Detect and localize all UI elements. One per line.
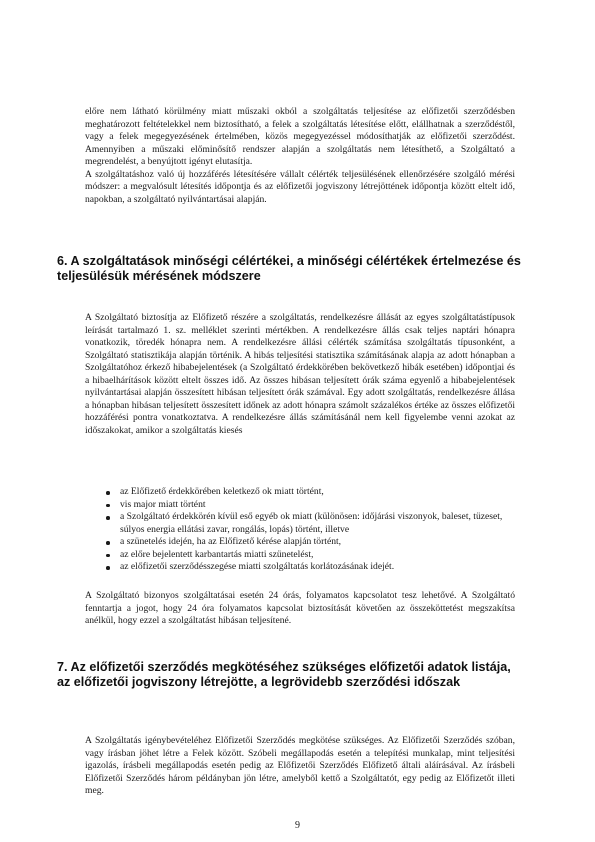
intro-paragraph-1: előre nem látható körülmény miatt műszaki okból a szolgáltatás teljesítése az előfizetői szerződésben meghatározott feltételekkel nem biztosítható, a felek a szolgáltatás létesítése előtt, elállhatnak a szerződéstől, vagy a felek megegyezésének értelmében, közös megegyezéssel módosíthatják az előfizetői szerződést. Amennyiben a műszaki előminősítő rendszer alapján a szolgáltatás nem létesíthető, a Szolgáltató a megrendelést, a benyújtott igényt elutasítja.: [85, 106, 515, 167]
list-item: az Előfizető érdekkörében keletkező ok miatt történt,: [106, 486, 516, 499]
list-item: az előre bejelentett karbantartás miatti szünetelést,: [106, 549, 516, 562]
section-6-paragraph-2: A Szolgáltató bizonyos szolgáltatásai esetén 24 órás, folyamatos kapcsolatot tesz lehetővé. A Szolgáltató fenntartja a jogot, hogy 24 óra folyamatos kapcsolat biztosítását követően az összeköttetést megszakítsa anélkül, hogy ezzel a szolgáltatást hibásan teljesítené.: [85, 590, 515, 626]
list-item: az előfizetői szerződésszegése miatti szolgáltatás korlátozásának idejét.: [106, 561, 516, 574]
section-7-paragraph-1: A Szolgáltatás igénybevételéhez Előfizetői Szerződés megkötése szükséges. Az Előfizetői Szerződés szóban, vagy írásban jöhet létre a Felek között. Szóbeli megállapodás esetén a telepítési munkalap, mint teljesítési igazolás, írásbeli megállapodás esetén pedig az Előfizetői Szerződés Előfizető általi aláírásával. Az írásbeli Előfizetői Szerződés három példányban jön létre, amelyből kettő a Szolgáltatót, egy pedig az Előfizetőt illeti meg.: [85, 735, 515, 796]
section-6-paragraph-1: A Szolgáltató biztosítja az Előfizető részére a szolgáltatás, rendelkezésre állását az egyes szolgáltatástípusok leírását tartalmazó 1. sz. melléklet szerinti mértékben. A rendelkezésre állás csak teljes naptári hónapra vonatkozik, töredék hónapra nem. A rendelkezésre állási célérték számítása szolgáltatás típusonként, a Szolgáltató statisztikája alapján történik. A hibás teljesítési statisztika számításának alapja az adott hónapban a Szolgáltatóhoz érkező hibabejelentések (a Szolgáltató érdekkörében bekövetkező hibák esetében) időpontjai és a hibaelhárítások között eltelt összes idő. Az összes hibásan teljesített órák száma egyenlő a hibabejelentések nyilvántartásai alapján összesített hibásan teljesített órák számával. Egy adott szolgáltatás, rendelkezésre állása a hónapban hibásan teljesített összesített időnek az adott hónapra számolt százalékos értéke az összes előfizetői hozzáférési pontra vonatkoztatva. A rendelkezésre állás számításánál nem kell figyelembe venni azokat az időszakokat, amikor a szolgáltatás kiesés: [85, 312, 515, 436]
list-item: a szünetelés idején, ha az Előfizető kérése alapján történt,: [106, 536, 516, 549]
intro-text: [85, 106, 515, 206]
intro-paragraph-2: A szolgáltatáshoz való új hozzáférés létesítésére vállalt célérték teljesülésének ellenőrzésére szolgáló mérési módszer: a megvalósult létesítés időpontja és az előfizetői jogviszony létrejöttének időpontja között eltelt idő, napokban, a szolgáltató nyilvántartásai alapján.: [85, 168, 515, 205]
page-number: 9: [295, 820, 300, 831]
section-6-bullet-list: [106, 486, 516, 574]
list-item: vis major miatt történt: [106, 499, 516, 512]
bullet-icon: [106, 554, 110, 558]
section-7-heading: 7. Az előfizetői szerződés megkötéséhez szükséges előfizetői adatok listája, az előfizetői jogviszony létrejötte, a legrövidebb szerződési időszak: [57, 660, 511, 689]
bullet-icon: [106, 566, 110, 570]
bullet-icon: [106, 516, 110, 520]
bullet-icon: [106, 541, 110, 545]
list-item: a Szolgáltató érdekkörén kívül eső egyéb ok miatt (különösen: időjárási viszonyok, baleset, tüzeset, súlyos energia ellátási zavar, rongálás, lopás) történt, illetve: [106, 511, 516, 536]
bullet-icon: [106, 491, 110, 495]
bullet-icon: [106, 504, 110, 508]
section-6-heading: 6. A szolgáltatások minőségi célértékei, a minőségi célértékek értelmezése és teljesülésük mérésének módszere: [57, 254, 521, 283]
